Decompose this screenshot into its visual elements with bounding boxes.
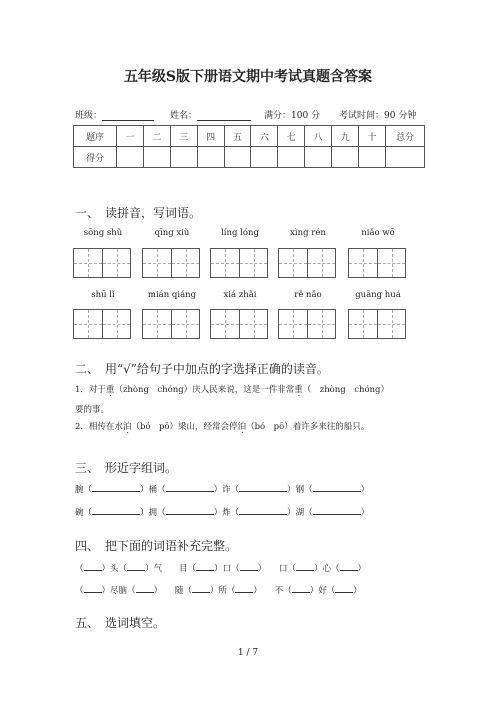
score-cell[interactable] — [197, 147, 224, 168]
writing-grid[interactable] — [73, 309, 131, 339]
score-row-label: 得分 — [74, 147, 117, 168]
score-table — [73, 125, 425, 168]
answer-blank[interactable] — [166, 506, 214, 515]
writing-grid[interactable] — [210, 309, 268, 339]
answer-blank[interactable] — [296, 562, 314, 571]
char: 不 — [274, 586, 284, 596]
header-cell: 九 — [332, 126, 359, 147]
writing-grid[interactable] — [278, 309, 336, 339]
answer-blank[interactable] — [136, 584, 154, 593]
answer-blank[interactable] — [340, 562, 358, 571]
header-cell: 二 — [143, 126, 170, 147]
idiom-row-2: （ ）尽脑（ ） 随（ ）所（ ） 不（ ）好（ ） — [75, 586, 362, 596]
section-4-title: 四、 把下面的词语补充完整。 — [75, 539, 238, 553]
char: 目 — [179, 564, 188, 574]
char: 尽脑 — [110, 586, 128, 596]
name-blank[interactable] — [197, 111, 251, 121]
score-cell[interactable] — [332, 147, 359, 168]
pinyin-label: shū lǐ — [91, 290, 115, 300]
question-text: 1．对于 — [75, 385, 106, 395]
answer-blank[interactable] — [84, 562, 102, 571]
header-cell: 八 — [305, 126, 332, 147]
pinyin-label: niǎo wō — [361, 228, 395, 238]
score-cell[interactable] — [305, 147, 332, 168]
char: 气 — [153, 564, 163, 574]
section-3-title: 三、 形近字组词。 — [75, 461, 178, 475]
answer-blank[interactable] — [335, 584, 353, 593]
header-cell: 四 — [197, 126, 224, 147]
pinyin-label: xìng rén — [290, 228, 326, 238]
char: 好 — [318, 586, 327, 596]
class-blank[interactable] — [102, 111, 154, 121]
class-label: 班级： — [75, 111, 103, 121]
answer-blank[interactable] — [196, 562, 214, 571]
score-cell[interactable] — [386, 147, 425, 168]
answer-blank[interactable] — [239, 483, 287, 492]
writing-grid[interactable] — [348, 309, 406, 339]
answer-blank[interactable] — [240, 562, 258, 571]
similar-chars-row-2: 碗（ ）拥（ ）炸（ ）湖（ ） — [75, 508, 370, 518]
writing-grid[interactable] — [73, 248, 131, 278]
header-cell: 六 — [251, 126, 278, 147]
writing-grid[interactable] — [348, 248, 406, 278]
score-cell[interactable] — [143, 147, 170, 168]
header-cell: 五 — [224, 126, 251, 147]
question-text: （ zhòng chóng） — [302, 385, 389, 395]
dotted-char: 泊 — [122, 422, 132, 432]
pinyin-label: xiá zhǎi — [223, 290, 257, 300]
score-table-score-row — [74, 147, 425, 168]
char: 头 — [110, 564, 119, 574]
answer-blank[interactable] — [84, 584, 102, 593]
question-text: 2．相传在水 — [75, 422, 123, 432]
question-text: （bó pō）梁山，经常会停 — [131, 422, 238, 432]
pinyin-label: guāng huá — [355, 290, 401, 300]
score-cell[interactable] — [224, 147, 251, 168]
answer-blank[interactable] — [127, 562, 145, 571]
char: 口 — [222, 564, 232, 574]
char: 腕 — [75, 485, 84, 495]
question-2-1 — [75, 383, 389, 395]
writing-grid[interactable] — [142, 248, 200, 278]
header-cell: 七 — [278, 126, 305, 147]
dotted-char: 重 — [294, 385, 303, 395]
pinyin-label: rě nǎo — [294, 290, 322, 300]
time-info: 考试时间：90 分钟 — [339, 111, 417, 121]
answer-blank[interactable] — [313, 506, 361, 515]
char: 炸 — [222, 508, 231, 518]
char: 碗 — [75, 508, 84, 518]
pinyin-label: sōng shǔ — [83, 228, 123, 238]
writing-grid[interactable] — [278, 248, 336, 278]
question-text: （zhòng chóng）庆人民来说，这是一件非常 — [114, 385, 295, 395]
question-text: （bó pō）着许多来往的船只。 — [246, 422, 370, 432]
page-number: 1 / 7 — [237, 648, 259, 658]
question-2-1-cont: 要的事。 — [75, 405, 110, 415]
section-2-title: 二、 用“√”给句子中加点的字选择正确的读音。 — [75, 362, 329, 376]
char: 湖 — [295, 508, 305, 518]
writing-grid[interactable] — [210, 248, 268, 278]
score-table-header-row — [74, 126, 425, 147]
char: 心 — [322, 564, 332, 574]
answer-blank[interactable] — [239, 506, 287, 515]
idiom-row-1: （ ）头（ ）气 目（ ）口（ ） 口（ ）心（ ） — [75, 564, 367, 574]
similar-chars-row-1: 腕（ ）桶（ ）诈（ ）钢（ ） — [75, 485, 370, 495]
section-1-title: 一、 读拼音，写词语。 — [75, 206, 202, 220]
char: 随 — [174, 586, 184, 596]
char: 拥 — [148, 508, 158, 518]
char: 口 — [278, 564, 288, 574]
answer-blank[interactable] — [235, 584, 253, 593]
document-title: 五年级S版下册语文期中考试真题含答案 — [123, 69, 373, 85]
answer-blank[interactable] — [313, 483, 361, 492]
char: 所 — [218, 586, 227, 596]
answer-blank[interactable] — [292, 584, 310, 593]
score-cell[interactable] — [359, 147, 386, 168]
score-cell[interactable] — [117, 147, 144, 168]
section-5-title: 五、 选词填空。 — [75, 616, 166, 630]
answer-blank[interactable] — [166, 483, 214, 492]
name-field — [170, 108, 251, 121]
header-cell: 总分 — [386, 126, 425, 147]
class-field — [75, 108, 154, 121]
score-cell[interactable] — [170, 147, 197, 168]
char: 桶 — [148, 485, 158, 495]
dotted-char: 重 — [105, 385, 115, 395]
pinyin-label: líng lóng — [221, 228, 259, 238]
score-cell[interactable] — [278, 147, 305, 168]
char: 钢 — [295, 485, 305, 495]
char: 诈 — [222, 485, 231, 495]
dotted-char: 泊 — [237, 422, 247, 432]
header-cell: 三 — [170, 126, 197, 147]
pinyin-label: mián qiáng — [147, 290, 197, 300]
answer-blank[interactable] — [92, 506, 140, 515]
writing-grid[interactable] — [142, 309, 200, 339]
answer-blank[interactable] — [192, 584, 210, 593]
score-cell[interactable] — [251, 147, 278, 168]
question-2-2 — [75, 420, 369, 432]
score-info: 满分：100 分 — [264, 111, 321, 121]
header-cell: 题序 — [74, 126, 117, 147]
answer-blank[interactable] — [92, 483, 140, 492]
header-cell: 十 — [359, 126, 386, 147]
header-cell: 一 — [117, 126, 144, 147]
pinyin-label: qīng xiù — [154, 228, 190, 238]
name-label: 姓名： — [170, 111, 198, 121]
